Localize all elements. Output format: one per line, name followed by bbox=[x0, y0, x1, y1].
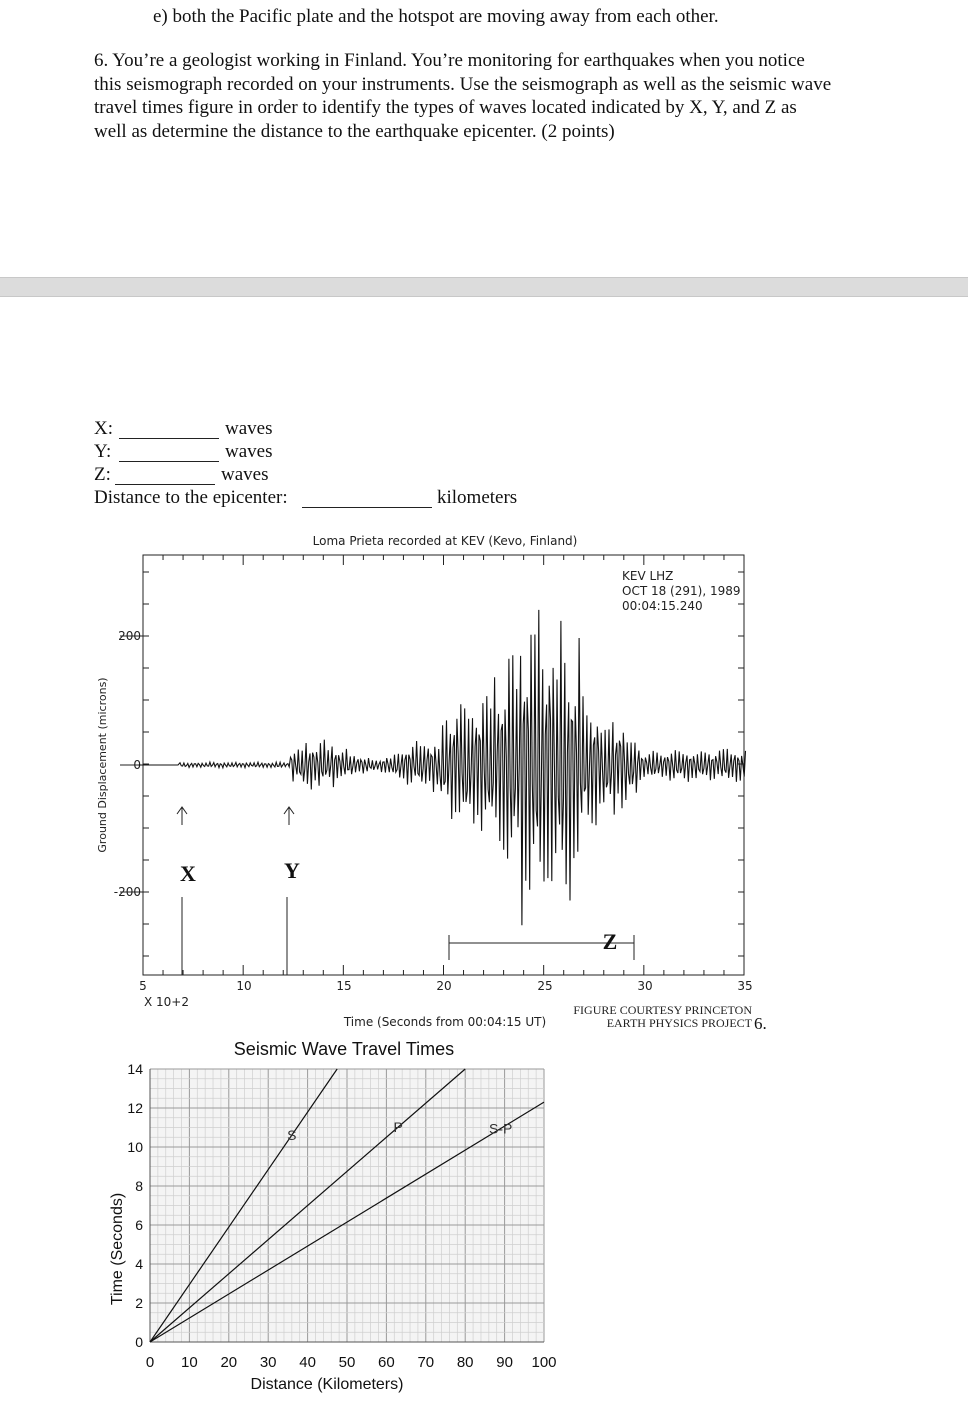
distance-label: Distance to the epicenter: bbox=[94, 487, 288, 508]
y-tick-label: 6 bbox=[135, 1217, 143, 1233]
seismograph-ylabel: Ground Displacement (microns) bbox=[96, 677, 109, 853]
series-label-p: P bbox=[393, 1119, 403, 1136]
recording-date: OCT 18 (291), 1989 bbox=[622, 584, 741, 598]
x-tick-label: 0 bbox=[145, 1354, 155, 1371]
x-multiplier: X 10+2 bbox=[144, 995, 189, 1009]
seismograph-figure bbox=[0, 525, 968, 1045]
marker-y-label: Y bbox=[284, 858, 300, 883]
seismograph-xlabel: Time (Seconds from 00:04:15 UT) bbox=[343, 1015, 547, 1029]
xtick-label: 25 bbox=[537, 979, 553, 993]
y-tick-label: 10 bbox=[127, 1139, 143, 1155]
question-line: 6. You’re a geologist working in Finland. You’re monitoring for earthquakes when you notice bbox=[94, 50, 805, 71]
seismogram-trace bbox=[138, 610, 746, 925]
series-label-s: S bbox=[287, 1127, 297, 1144]
xtick-label: 20 bbox=[436, 979, 452, 993]
y-tick-label: 4 bbox=[135, 1256, 143, 1272]
x-tick-label: 20 bbox=[220, 1354, 238, 1371]
answer-x-label: X: bbox=[94, 418, 113, 439]
marker-x-label: X bbox=[180, 861, 196, 886]
y-tick-label: 14 bbox=[127, 1061, 143, 1077]
previous-answer-option: e) both the Pacific plate and the hotspot are moving away from each other. bbox=[153, 6, 719, 27]
answer-x-unit: waves bbox=[225, 418, 273, 439]
answer-y-unit: waves bbox=[225, 441, 273, 462]
ytick-0: 0 bbox=[133, 758, 141, 772]
x-tick-label: 60 bbox=[378, 1354, 395, 1371]
chart-grid bbox=[150, 1069, 544, 1342]
xtick-label: 35 bbox=[737, 979, 753, 993]
answer-x-blank[interactable] bbox=[119, 438, 219, 439]
marker-z-label: Z bbox=[602, 929, 618, 954]
y-tick-label: 2 bbox=[135, 1295, 143, 1311]
question-line: well as determine the distance to the earthquake epicenter. (2 points) bbox=[94, 120, 615, 142]
series-label-s-p: S-P bbox=[488, 1120, 513, 1137]
y-tick-label: 0 bbox=[135, 1334, 143, 1350]
answer-z-label: Z: bbox=[94, 464, 111, 485]
x-tick-label: 40 bbox=[299, 1354, 316, 1371]
page-divider bbox=[0, 277, 968, 297]
xtick-label: 10 bbox=[236, 979, 252, 993]
distance-blank[interactable] bbox=[302, 507, 432, 508]
y-tick-label: 8 bbox=[135, 1178, 143, 1194]
x-tick-label: 70 bbox=[417, 1354, 435, 1371]
x-tick-label: 30 bbox=[259, 1354, 277, 1371]
x-tick-label: 100 bbox=[531, 1354, 557, 1371]
xtick-label: 30 bbox=[637, 979, 653, 993]
answer-z-unit: waves bbox=[221, 464, 269, 485]
credit-line-1: FIGURE COURTESY PRINCETON bbox=[573, 1003, 752, 1017]
recording-start-time: 00:04:15.240 bbox=[622, 599, 703, 613]
question-line: this seismograph recorded on your instruments. Use the seismograph as well as the seismic wave bbox=[94, 73, 832, 95]
figure-number: 6. bbox=[754, 1014, 767, 1033]
x-tick-label: 80 bbox=[456, 1354, 474, 1371]
answer-z-blank[interactable] bbox=[115, 484, 215, 485]
xtick-label: 15 bbox=[336, 979, 352, 993]
ytick-200: 200 bbox=[118, 629, 141, 643]
travel-times-chart bbox=[95, 1030, 570, 1400]
question-line: travel times figure in order to identify the types of waves located indicated by X, Y, and Z as bbox=[94, 97, 797, 118]
chart-ylabel: Time (Seconds) bbox=[109, 1192, 126, 1306]
seismograph-title: Loma Prieta recorded at KEV (Kevo, Finland) bbox=[312, 534, 578, 548]
xtick-label: 5 bbox=[139, 979, 147, 993]
chart-xlabel: Distance (Kilometers) bbox=[250, 1376, 404, 1393]
station-code: KEV LHZ bbox=[622, 569, 674, 583]
x-tick-label: 90 bbox=[496, 1354, 513, 1371]
answer-y-blank[interactable] bbox=[119, 461, 219, 462]
answer-y-label: Y: bbox=[94, 441, 112, 462]
question-prompt bbox=[94, 49, 934, 143]
credit-line-2: EARTH PHYSICS PROJECT bbox=[606, 1016, 752, 1030]
chart-title: Seismic Wave Travel Times bbox=[233, 1039, 455, 1059]
seismograph-xtick-labels bbox=[139, 979, 752, 993]
y-tick-label: 12 bbox=[127, 1100, 143, 1116]
distance-unit: kilometers bbox=[437, 487, 518, 508]
x-tick-label: 10 bbox=[181, 1354, 198, 1371]
x-tick-label: 50 bbox=[338, 1354, 356, 1371]
ytick-minus-200: -200 bbox=[113, 885, 141, 899]
